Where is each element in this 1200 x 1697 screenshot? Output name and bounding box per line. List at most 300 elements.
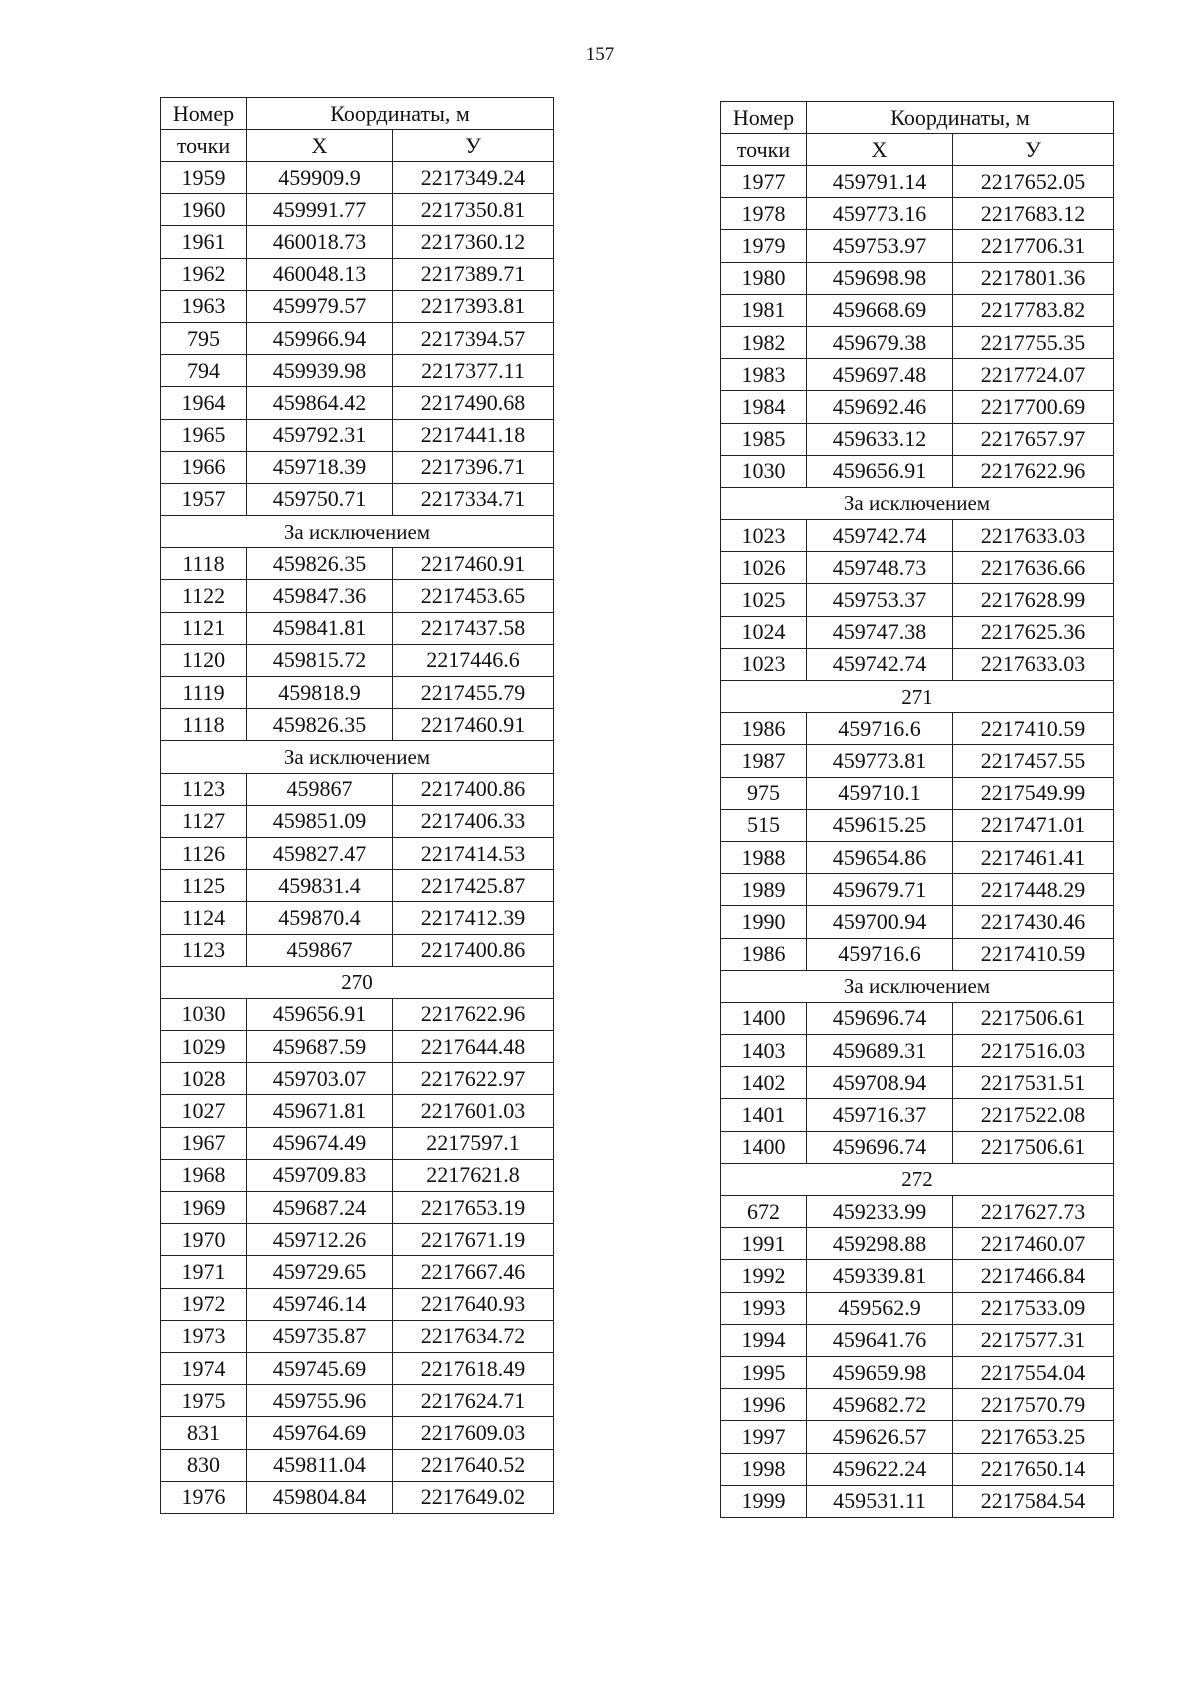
table-row	[161, 419, 554, 451]
x-coordinate-cell: 460048.13	[247, 258, 393, 290]
point-number-cell: 1123	[161, 934, 247, 966]
point-number-cell: 1973	[161, 1320, 247, 1352]
y-coordinate-cell: 2217597.1	[393, 1127, 554, 1159]
table-row	[161, 451, 554, 483]
header-x: X	[807, 134, 953, 166]
y-coordinate-cell: 2217349.24	[393, 162, 554, 194]
table-row	[721, 584, 1114, 616]
y-coordinate-cell: 2217425.87	[393, 870, 554, 902]
table-row	[161, 805, 554, 837]
y-coordinate-cell: 2217724.07	[953, 359, 1114, 391]
point-number-cell: 1122	[161, 580, 247, 612]
table-row	[721, 938, 1114, 970]
x-coordinate-cell: 459233.99	[807, 1196, 953, 1228]
y-coordinate-cell: 2217471.01	[953, 809, 1114, 841]
point-number-cell: 1986	[721, 938, 807, 970]
point-number-cell: 1971	[161, 1256, 247, 1288]
table-row	[721, 1002, 1114, 1034]
table-row	[721, 455, 1114, 487]
x-coordinate-cell: 459716.6	[807, 713, 953, 745]
point-number-cell: 1974	[161, 1352, 247, 1384]
section-row	[721, 681, 1114, 713]
point-number-cell: 1967	[161, 1127, 247, 1159]
table-row	[721, 713, 1114, 745]
x-coordinate-cell: 459939.98	[247, 355, 393, 387]
x-coordinate-cell: 459867	[247, 934, 393, 966]
table-row	[721, 1292, 1114, 1324]
point-number-cell: 830	[161, 1449, 247, 1481]
x-coordinate-cell: 459298.88	[807, 1228, 953, 1260]
point-number-cell: 515	[721, 809, 807, 841]
header-y: У	[953, 134, 1114, 166]
point-number-cell: 1127	[161, 805, 247, 837]
table-row	[721, 552, 1114, 584]
x-coordinate-cell: 459626.57	[807, 1421, 953, 1453]
x-coordinate-cell: 459674.49	[247, 1127, 393, 1159]
section-row	[161, 516, 554, 548]
y-coordinate-cell: 2217506.61	[953, 1131, 1114, 1163]
table-row	[161, 612, 554, 644]
y-coordinate-cell: 2217350.81	[393, 194, 554, 226]
point-number-cell: 1994	[721, 1324, 807, 1356]
x-coordinate-cell: 459709.83	[247, 1159, 393, 1191]
table-row	[161, 1481, 554, 1513]
table-row	[721, 1485, 1114, 1517]
table-row	[161, 226, 554, 258]
table-row	[161, 1095, 554, 1127]
x-coordinate-cell: 459716.37	[807, 1099, 953, 1131]
point-number-cell: 831	[161, 1417, 247, 1449]
x-coordinate-cell: 459687.24	[247, 1192, 393, 1224]
y-coordinate-cell: 2217636.66	[953, 552, 1114, 584]
y-coordinate-cell: 2217457.55	[953, 745, 1114, 777]
point-number-cell: 1979	[721, 230, 807, 262]
y-coordinate-cell: 2217622.96	[953, 455, 1114, 487]
x-coordinate-cell: 459708.94	[807, 1067, 953, 1099]
x-coordinate-cell: 459748.73	[807, 552, 953, 584]
y-coordinate-cell: 2217466.84	[953, 1260, 1114, 1292]
y-coordinate-cell: 2217609.03	[393, 1417, 554, 1449]
x-coordinate-cell: 459718.39	[247, 451, 393, 483]
table-row	[161, 773, 554, 805]
y-coordinate-cell: 2217577.31	[953, 1324, 1114, 1356]
y-coordinate-cell: 2217377.11	[393, 355, 554, 387]
y-coordinate-cell: 2217644.48	[393, 1031, 554, 1063]
point-number-cell: 1123	[161, 773, 247, 805]
y-coordinate-cell: 2217400.86	[393, 773, 554, 805]
x-coordinate-cell: 459864.42	[247, 387, 393, 419]
x-coordinate-cell: 459764.69	[247, 1417, 393, 1449]
table-row	[161, 1192, 554, 1224]
x-coordinate-cell: 459742.74	[807, 520, 953, 552]
table-row	[161, 1320, 554, 1352]
x-coordinate-cell: 459696.74	[807, 1002, 953, 1034]
point-number-cell: 1998	[721, 1453, 807, 1485]
point-number-cell: 1999	[721, 1485, 807, 1517]
table-row	[161, 322, 554, 354]
table-row	[721, 1228, 1114, 1260]
x-coordinate-cell: 459654.86	[807, 841, 953, 873]
x-coordinate-cell: 459698.98	[807, 262, 953, 294]
x-coordinate-cell: 459735.87	[247, 1320, 393, 1352]
x-coordinate-cell: 459745.69	[247, 1352, 393, 1384]
table-row	[161, 194, 554, 226]
table-row	[721, 1260, 1114, 1292]
y-coordinate-cell: 2217533.09	[953, 1292, 1114, 1324]
table-row	[721, 906, 1114, 938]
table-row	[721, 616, 1114, 648]
point-number-cell: 1124	[161, 902, 247, 934]
x-coordinate-cell: 459773.81	[807, 745, 953, 777]
point-number-cell: 1984	[721, 391, 807, 423]
point-number-cell: 1030	[161, 998, 247, 1030]
x-coordinate-cell: 459791.14	[807, 166, 953, 198]
point-number-cell: 1118	[161, 709, 247, 741]
x-coordinate-cell: 459851.09	[247, 805, 393, 837]
x-coordinate-cell: 459747.38	[807, 616, 953, 648]
point-number-cell: 1983	[721, 359, 807, 391]
table-row	[161, 483, 554, 515]
y-coordinate-cell: 2217400.86	[393, 934, 554, 966]
y-coordinate-cell: 2217430.46	[953, 906, 1114, 938]
section-label: За исключением	[721, 970, 1114, 1002]
point-number-cell: 1402	[721, 1067, 807, 1099]
point-number-cell: 1987	[721, 745, 807, 777]
table-row	[161, 258, 554, 290]
y-coordinate-cell: 2217516.03	[953, 1035, 1114, 1067]
y-coordinate-cell: 2217453.65	[393, 580, 554, 612]
y-coordinate-cell: 2217460.91	[393, 709, 554, 741]
point-number-cell: 1118	[161, 548, 247, 580]
x-coordinate-cell: 459562.9	[807, 1292, 953, 1324]
y-coordinate-cell: 2217414.53	[393, 837, 554, 869]
table-row	[721, 391, 1114, 423]
header-coordinates: Координаты, м	[807, 102, 1114, 134]
table-row	[721, 777, 1114, 809]
x-coordinate-cell: 459753.37	[807, 584, 953, 616]
y-coordinate-cell: 2217334.71	[393, 483, 554, 515]
section-row	[161, 741, 554, 773]
point-number-cell: 1957	[161, 483, 247, 515]
point-number-cell: 1961	[161, 226, 247, 258]
x-coordinate-cell: 459991.77	[247, 194, 393, 226]
table-body-left	[161, 162, 554, 1514]
table-row	[721, 1067, 1114, 1099]
x-coordinate-cell: 459746.14	[247, 1288, 393, 1320]
header-x: X	[247, 130, 393, 162]
y-coordinate-cell: 2217490.68	[393, 387, 554, 419]
point-number-cell: 1963	[161, 290, 247, 322]
header-point-number-line1: Номер	[721, 102, 807, 134]
y-coordinate-cell: 2217437.58	[393, 612, 554, 644]
section-row	[161, 966, 554, 998]
table-row	[721, 423, 1114, 455]
table-row	[721, 841, 1114, 873]
x-coordinate-cell: 459692.46	[807, 391, 953, 423]
table-row	[721, 1196, 1114, 1228]
table-row	[161, 902, 554, 934]
table-row	[161, 387, 554, 419]
point-number-cell: 1966	[161, 451, 247, 483]
y-coordinate-cell: 2217801.36	[953, 262, 1114, 294]
x-coordinate-cell: 459531.11	[807, 1485, 953, 1517]
table-row	[161, 290, 554, 322]
point-number-cell: 1970	[161, 1224, 247, 1256]
x-coordinate-cell: 459615.25	[807, 809, 953, 841]
table-row	[721, 198, 1114, 230]
table-row	[721, 262, 1114, 294]
coordinates-table-left	[160, 97, 554, 1514]
point-number-cell: 1023	[721, 520, 807, 552]
point-number-cell: 1024	[721, 616, 807, 648]
point-number-cell: 1988	[721, 841, 807, 873]
table-row	[721, 520, 1114, 552]
x-coordinate-cell: 459687.59	[247, 1031, 393, 1063]
section-row	[721, 970, 1114, 1002]
point-number-cell: 1982	[721, 326, 807, 358]
table-row	[161, 1288, 554, 1320]
header-point-number-line2: точки	[721, 134, 807, 166]
header-y: У	[393, 130, 554, 162]
y-coordinate-cell: 2217441.18	[393, 419, 554, 451]
point-number-cell: 1990	[721, 906, 807, 938]
y-coordinate-cell: 2217649.02	[393, 1481, 554, 1513]
x-coordinate-cell: 459679.71	[807, 874, 953, 906]
x-coordinate-cell: 459656.91	[247, 998, 393, 1030]
table-row	[721, 359, 1114, 391]
table-row	[721, 745, 1114, 777]
y-coordinate-cell: 2217406.33	[393, 805, 554, 837]
point-number-cell: 1960	[161, 194, 247, 226]
x-coordinate-cell: 459641.76	[807, 1324, 953, 1356]
y-coordinate-cell: 2217618.49	[393, 1352, 554, 1384]
point-number-cell: 795	[161, 322, 247, 354]
y-coordinate-cell: 2217549.99	[953, 777, 1114, 809]
y-coordinate-cell: 2217389.71	[393, 258, 554, 290]
table-row	[721, 166, 1114, 198]
point-number-cell: 1980	[721, 262, 807, 294]
section-row	[721, 1163, 1114, 1195]
point-number-cell: 1993	[721, 1292, 807, 1324]
point-number-cell: 1995	[721, 1356, 807, 1388]
point-number-cell: 1975	[161, 1385, 247, 1417]
point-number-cell: 1120	[161, 644, 247, 676]
point-number-cell: 1989	[721, 874, 807, 906]
y-coordinate-cell: 2217394.57	[393, 322, 554, 354]
y-coordinate-cell: 2217393.81	[393, 290, 554, 322]
point-number-cell: 1997	[721, 1421, 807, 1453]
section-label: За исключением	[161, 516, 554, 548]
y-coordinate-cell: 2217460.91	[393, 548, 554, 580]
table-row	[721, 230, 1114, 262]
section-row	[721, 487, 1114, 519]
y-coordinate-cell: 2217683.12	[953, 198, 1114, 230]
x-coordinate-cell: 459633.12	[807, 423, 953, 455]
point-number-cell: 1969	[161, 1192, 247, 1224]
x-coordinate-cell: 459753.97	[807, 230, 953, 262]
point-number-cell: 1992	[721, 1260, 807, 1292]
section-label: 272	[721, 1163, 1114, 1195]
table-row	[721, 1099, 1114, 1131]
x-coordinate-cell: 459668.69	[807, 294, 953, 326]
point-number-cell: 1991	[721, 1228, 807, 1260]
point-number-cell: 975	[721, 777, 807, 809]
table-row	[161, 1417, 554, 1449]
y-coordinate-cell: 2217396.71	[393, 451, 554, 483]
y-coordinate-cell: 2217627.73	[953, 1196, 1114, 1228]
table-row	[721, 648, 1114, 680]
x-coordinate-cell: 459700.94	[807, 906, 953, 938]
x-coordinate-cell: 459792.31	[247, 419, 393, 451]
x-coordinate-cell: 459339.81	[807, 1260, 953, 1292]
point-number-cell: 1403	[721, 1035, 807, 1067]
y-coordinate-cell: 2217570.79	[953, 1389, 1114, 1421]
x-coordinate-cell: 459703.07	[247, 1063, 393, 1095]
point-number-cell: 1981	[721, 294, 807, 326]
x-coordinate-cell: 459870.4	[247, 902, 393, 934]
table-row	[721, 874, 1114, 906]
point-number-cell: 672	[721, 1196, 807, 1228]
table-row	[721, 1453, 1114, 1485]
table-row	[161, 677, 554, 709]
header-point-number-line1: Номер	[161, 98, 247, 130]
point-number-cell: 1972	[161, 1288, 247, 1320]
point-number-cell: 1027	[161, 1095, 247, 1127]
y-coordinate-cell: 2217657.97	[953, 423, 1114, 455]
y-coordinate-cell: 2217625.36	[953, 616, 1114, 648]
header-coordinates: Координаты, м	[247, 98, 554, 130]
x-coordinate-cell: 459827.47	[247, 837, 393, 869]
table-row	[721, 1356, 1114, 1388]
table-row	[161, 934, 554, 966]
x-coordinate-cell: 459867	[247, 773, 393, 805]
y-coordinate-cell: 2217640.93	[393, 1288, 554, 1320]
table-row	[161, 644, 554, 676]
table-row	[161, 1224, 554, 1256]
table-row	[721, 1389, 1114, 1421]
y-coordinate-cell: 2217531.51	[953, 1067, 1114, 1099]
y-coordinate-cell: 2217633.03	[953, 648, 1114, 680]
y-coordinate-cell: 2217634.72	[393, 1320, 554, 1352]
x-coordinate-cell: 459847.36	[247, 580, 393, 612]
x-coordinate-cell: 459750.71	[247, 483, 393, 515]
point-number-cell: 1977	[721, 166, 807, 198]
table-row	[161, 580, 554, 612]
y-coordinate-cell: 2217506.61	[953, 1002, 1114, 1034]
point-number-cell: 794	[161, 355, 247, 387]
section-label: 270	[161, 966, 554, 998]
point-number-cell: 1401	[721, 1099, 807, 1131]
y-coordinate-cell: 2217633.03	[953, 520, 1114, 552]
table-row	[721, 294, 1114, 326]
y-coordinate-cell: 2217622.96	[393, 998, 554, 1030]
section-label: За исключением	[161, 741, 554, 773]
point-number-cell: 1121	[161, 612, 247, 644]
point-number-cell: 1976	[161, 1481, 247, 1513]
x-coordinate-cell: 459729.65	[247, 1256, 393, 1288]
table-row	[161, 1063, 554, 1095]
x-coordinate-cell: 460018.73	[247, 226, 393, 258]
point-number-cell: 1985	[721, 423, 807, 455]
table-row	[161, 1352, 554, 1384]
x-coordinate-cell: 459841.81	[247, 612, 393, 644]
point-number-cell: 1962	[161, 258, 247, 290]
y-coordinate-cell: 2217461.41	[953, 841, 1114, 873]
table-row	[161, 355, 554, 387]
y-coordinate-cell: 2217601.03	[393, 1095, 554, 1127]
x-coordinate-cell: 459815.72	[247, 644, 393, 676]
table-row	[161, 1256, 554, 1288]
page-number: 157	[585, 44, 615, 65]
point-number-cell: 1965	[161, 419, 247, 451]
x-coordinate-cell: 459831.4	[247, 870, 393, 902]
y-coordinate-cell: 2217412.39	[393, 902, 554, 934]
x-coordinate-cell: 459755.96	[247, 1385, 393, 1417]
y-coordinate-cell: 2217650.14	[953, 1453, 1114, 1485]
x-coordinate-cell: 459909.9	[247, 162, 393, 194]
y-coordinate-cell: 2217446.6	[393, 644, 554, 676]
table-row	[721, 1324, 1114, 1356]
point-number-cell: 1025	[721, 584, 807, 616]
x-coordinate-cell: 459671.81	[247, 1095, 393, 1127]
x-coordinate-cell: 459696.74	[807, 1131, 953, 1163]
x-coordinate-cell: 459826.35	[247, 709, 393, 741]
y-coordinate-cell: 2217652.05	[953, 166, 1114, 198]
y-coordinate-cell: 2217783.82	[953, 294, 1114, 326]
x-coordinate-cell: 459689.31	[807, 1035, 953, 1067]
y-coordinate-cell: 2217622.97	[393, 1063, 554, 1095]
y-coordinate-cell: 2217653.25	[953, 1421, 1114, 1453]
y-coordinate-cell: 2217755.35	[953, 326, 1114, 358]
x-coordinate-cell: 459679.38	[807, 326, 953, 358]
x-coordinate-cell: 459742.74	[807, 648, 953, 680]
table-row	[161, 548, 554, 580]
point-number-cell: 1959	[161, 162, 247, 194]
table-row	[161, 870, 554, 902]
y-coordinate-cell: 2217671.19	[393, 1224, 554, 1256]
table-row	[721, 1421, 1114, 1453]
table-row	[161, 1385, 554, 1417]
coordinates-table-right	[720, 101, 1114, 1518]
x-coordinate-cell: 459622.24	[807, 1453, 953, 1485]
table-row	[161, 1031, 554, 1063]
point-number-cell: 1026	[721, 552, 807, 584]
y-coordinate-cell: 2217554.04	[953, 1356, 1114, 1388]
point-number-cell: 1126	[161, 837, 247, 869]
table-body-right	[721, 166, 1114, 1518]
y-coordinate-cell: 2217522.08	[953, 1099, 1114, 1131]
x-coordinate-cell: 459818.9	[247, 677, 393, 709]
table-row	[721, 1035, 1114, 1067]
point-number-cell: 1030	[721, 455, 807, 487]
y-coordinate-cell: 2217624.71	[393, 1385, 554, 1417]
x-coordinate-cell: 459656.91	[807, 455, 953, 487]
table-row	[721, 1131, 1114, 1163]
point-number-cell: 1996	[721, 1389, 807, 1421]
table-row	[161, 837, 554, 869]
y-coordinate-cell: 2217448.29	[953, 874, 1114, 906]
y-coordinate-cell: 2217667.46	[393, 1256, 554, 1288]
y-coordinate-cell: 2217360.12	[393, 226, 554, 258]
x-coordinate-cell: 459773.16	[807, 198, 953, 230]
y-coordinate-cell: 2217653.19	[393, 1192, 554, 1224]
x-coordinate-cell: 459659.98	[807, 1356, 953, 1388]
y-coordinate-cell: 2217410.59	[953, 713, 1114, 745]
y-coordinate-cell: 2217460.07	[953, 1228, 1114, 1260]
x-coordinate-cell: 459811.04	[247, 1449, 393, 1481]
table-row	[161, 1127, 554, 1159]
y-coordinate-cell: 2217621.8	[393, 1159, 554, 1191]
